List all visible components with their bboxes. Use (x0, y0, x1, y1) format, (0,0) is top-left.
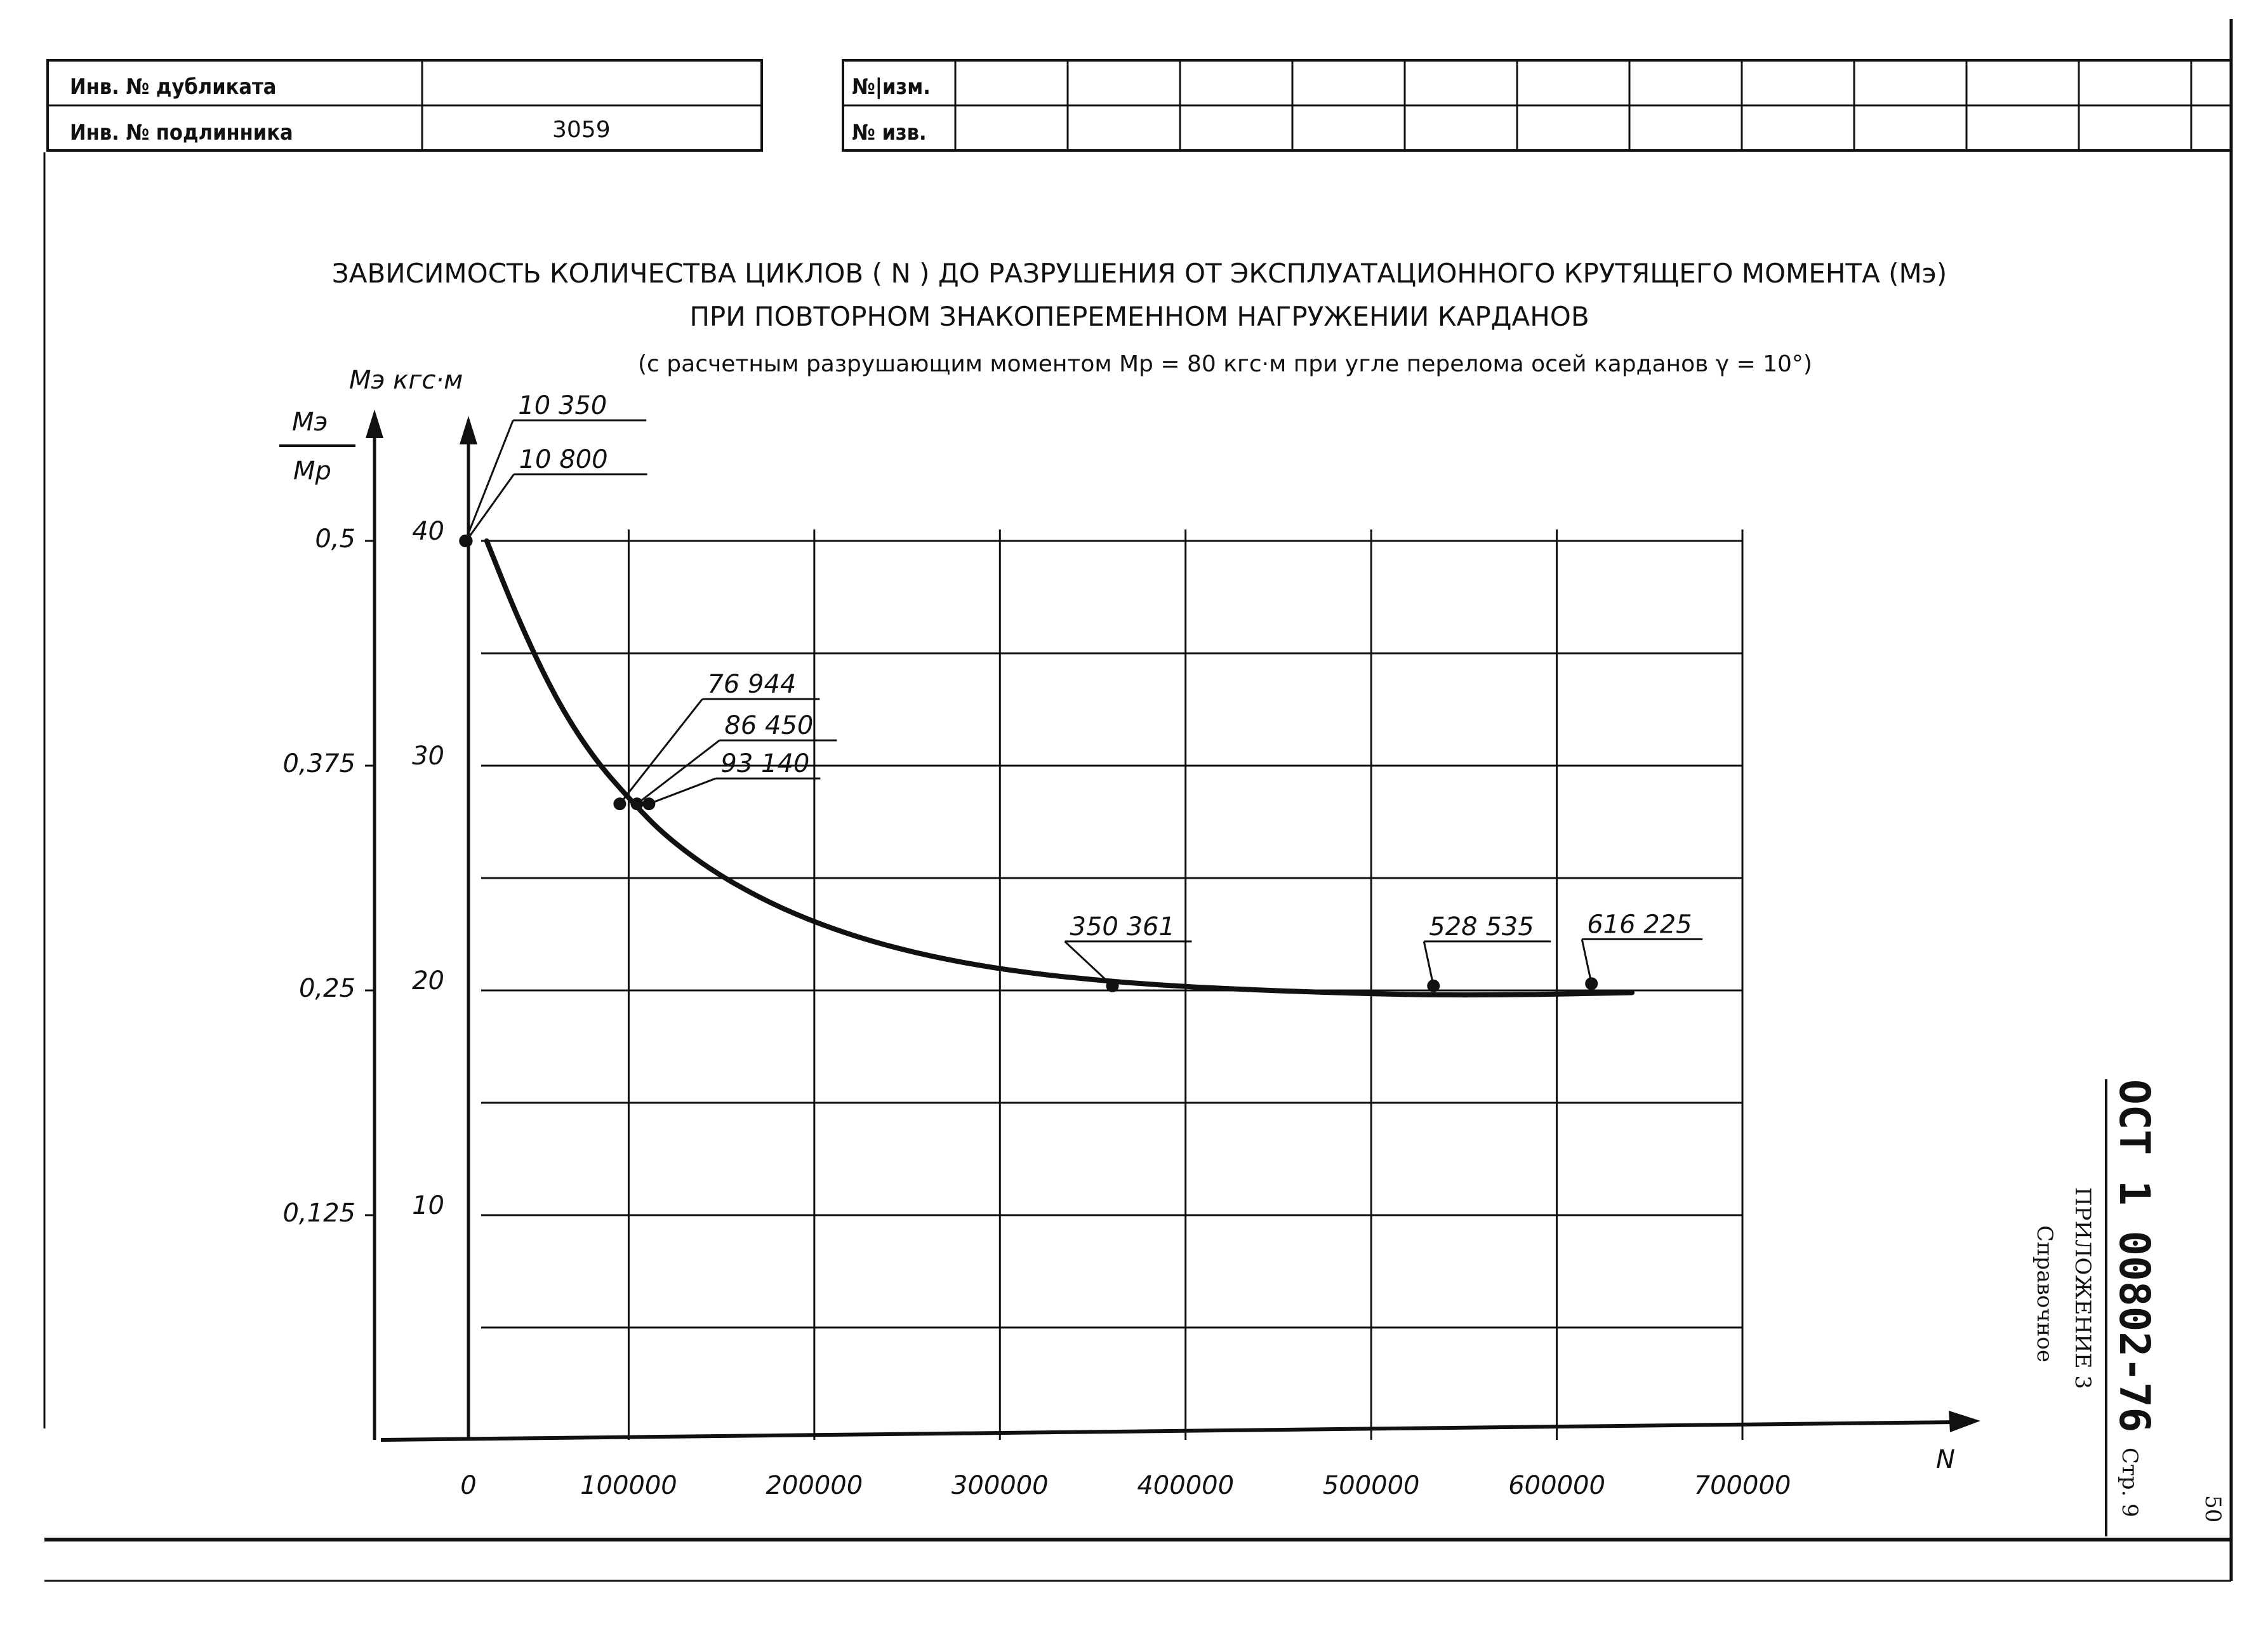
data-point-label: 10 800 (519, 445, 608, 474)
x-tick-label: 100000 (580, 1471, 677, 1500)
data-point-leader-line (637, 740, 719, 804)
appendix-label: ПРИЛОЖЕНИЕ 3 (2070, 1187, 2095, 1390)
ratio-tick-label: 0,125 (282, 1199, 355, 1228)
sheet-number: 50 (2200, 1495, 2225, 1523)
y-tick-label: 10 (412, 1191, 444, 1220)
original-inv-label: Инв. № подлинника (70, 120, 293, 145)
data-point-label: 10 350 (518, 391, 607, 420)
duplicate-inv-label: Инв. № дубликата (70, 74, 277, 100)
x-tick-label: 200000 (766, 1471, 863, 1500)
data-point-leader-line (1424, 942, 1433, 986)
x-tick-label: 600000 (1508, 1471, 1605, 1500)
x-axis-arrow (1949, 1411, 1980, 1432)
y-axis-arrow (460, 416, 477, 444)
y-tick-label: 20 (412, 966, 444, 995)
data-point-label: 93 140 (720, 749, 810, 779)
ratio-tick-label: 0,25 (298, 974, 355, 1003)
x-axis-title: N (1936, 1445, 1955, 1474)
data-point-label: 528 535 (1429, 912, 1534, 942)
chart-subtitle: (с расчетным разрушающим моментом Mp = 80 кгс·м при угле перелома осей карданов γ = 10°) (638, 351, 1812, 377)
ratio-axis-denominator: Mp (293, 456, 331, 486)
ratio-axis-arrow (366, 409, 383, 438)
x-tick-label: 300000 (951, 1471, 1049, 1500)
doc-code: ОСТ 1 00802-76 (2110, 1079, 2159, 1433)
x-tick-label: 0 (460, 1471, 477, 1500)
x-axis-line (381, 1422, 1955, 1440)
x-tick-label: 400000 (1137, 1471, 1235, 1500)
y-tick-label: 30 (412, 742, 444, 771)
side-stamp (2032, 1079, 2159, 1536)
data-point-label: 616 225 (1587, 910, 1692, 940)
page-label: Стр. 9 (2117, 1448, 2142, 1517)
ratio-tick-label: 0,5 (315, 524, 355, 554)
data-point-leader-line (467, 474, 514, 541)
chart-title-line2: ПРИ ПОВТОРНОМ ЗНАКОПЕРЕМЕННОМ НАГРУЖЕНИИ КАРДАНОВ (689, 301, 1589, 332)
data-point-leader-line (649, 778, 715, 804)
data-point-label: 350 361 (1070, 912, 1175, 942)
ratio-axis-numerator: Mэ (292, 408, 328, 437)
x-tick-label: 700000 (1694, 1471, 1791, 1500)
chart-points (459, 391, 1702, 992)
data-point-leader-line (1582, 939, 1591, 983)
change-record-table (843, 60, 2231, 150)
inventory-table (48, 60, 762, 150)
original-inv-value: 3059 (552, 117, 611, 143)
appendix-type: Справочное (2032, 1225, 2057, 1363)
data-point-label: 76 944 (707, 670, 797, 700)
y-axis-title: Mэ кгс·м (349, 366, 463, 395)
chart-ticks (282, 517, 1791, 1500)
ratio-tick-label: 0,375 (282, 749, 355, 778)
data-point-label: 86 450 (724, 711, 814, 741)
change-number-label: №|изм. (852, 74, 931, 100)
chart-title-line1: ЗАВИСИМОСТЬ КОЛИЧЕСТВА ЦИКЛОВ ( N ) ДО РАЗРУШЕНИЯ ОТ ЭКСПЛУАТАЦИОННОГО КРУТЯЩЕГО МОМЕНТА (Mэ) (331, 258, 1947, 289)
x-tick-label: 500000 (1322, 1471, 1420, 1500)
y-tick-label: 40 (412, 517, 444, 546)
notice-number-label: № изв. (852, 120, 927, 145)
